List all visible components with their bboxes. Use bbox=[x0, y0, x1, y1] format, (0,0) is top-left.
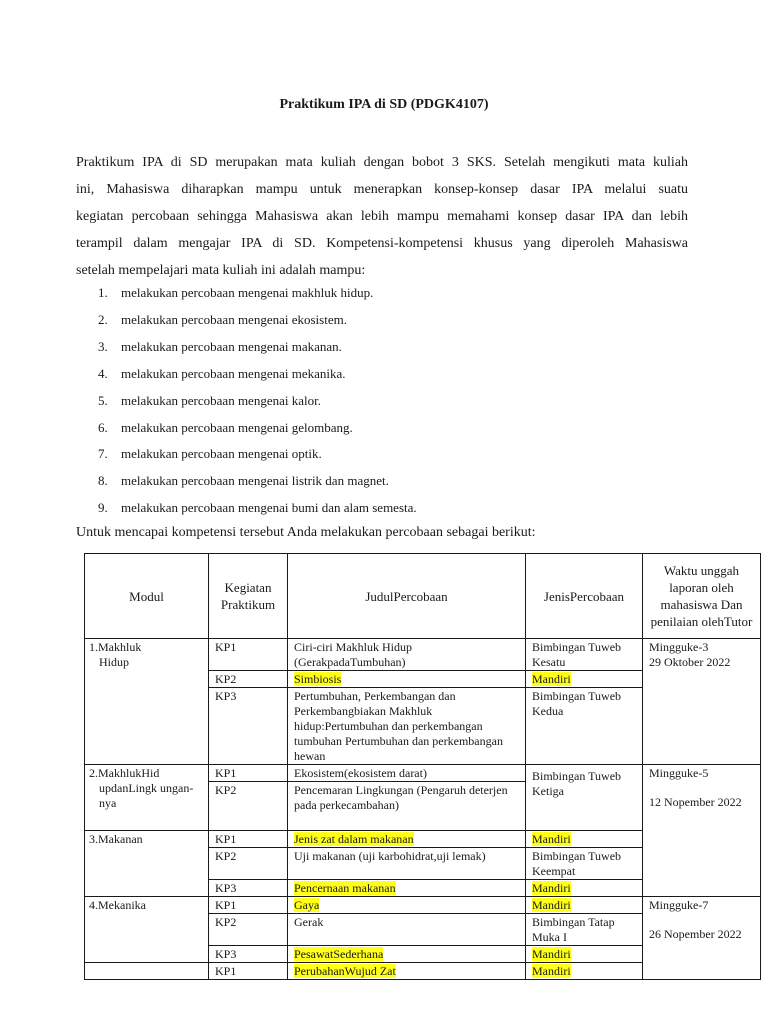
competency-list bbox=[76, 280, 688, 522]
competency-item bbox=[76, 307, 688, 334]
item-number: 5. bbox=[98, 392, 108, 408]
table-row bbox=[85, 897, 761, 914]
judul-cell bbox=[288, 831, 526, 848]
kp-cell: KP3 bbox=[209, 946, 288, 963]
highlighted-title: Simbiosis bbox=[294, 672, 342, 686]
modul-cell: 4.Mekanika bbox=[85, 897, 209, 963]
kp-cell: KP1 bbox=[209, 831, 288, 848]
modul-cell bbox=[85, 639, 209, 765]
item-number: 7. bbox=[98, 446, 108, 462]
item-number: 2. bbox=[98, 311, 108, 327]
judul-cell: Uji makanan (uji karbohidrat,uji lemak) bbox=[288, 848, 526, 880]
experiment-table bbox=[84, 553, 761, 980]
intro-line: kegiatan percobaan sehingga Mahasiswa akan lebih mampu memahami konsep dasar IPA dan lebih bbox=[76, 209, 688, 224]
modul-name-cont: updanLingk ungan- nya bbox=[99, 781, 194, 810]
jenis-cell: Bimbingan Tatap Muka I bbox=[526, 914, 643, 946]
highlighted-title: PerubahanWujud Zat bbox=[294, 964, 396, 978]
waktu-cell bbox=[643, 765, 761, 897]
jenis-cell bbox=[526, 671, 643, 688]
highlighted-type: Mandiri bbox=[532, 832, 571, 846]
item-text: melakukan percobaan mengenai bumi dan alam semesta. bbox=[121, 500, 417, 516]
item-number: 4. bbox=[98, 365, 108, 381]
modul-name: 1.Makhluk bbox=[89, 640, 142, 654]
kp-cell: KP2 bbox=[209, 914, 288, 946]
document-title: Praktikum IPA di SD (PDGK4107) bbox=[279, 97, 489, 112]
judul-cell bbox=[288, 963, 526, 980]
jenis-cell bbox=[526, 963, 643, 980]
item-text: melakukan percobaan mengenai makanan. bbox=[121, 338, 342, 354]
item-text: melakukan percobaan mengenai listrik dan magnet. bbox=[121, 473, 389, 489]
modul-name: 2.MakhlukHid bbox=[89, 766, 160, 780]
waktu-cell bbox=[643, 897, 761, 980]
highlighted-type: Mandiri bbox=[532, 964, 571, 978]
item-number: 9. bbox=[98, 500, 108, 516]
item-number: 3. bbox=[98, 338, 108, 354]
jenis-cell: Bimbingan Tuweb Keempat bbox=[526, 848, 643, 880]
competency-item bbox=[76, 361, 688, 388]
highlighted-type: Mandiri bbox=[532, 898, 571, 912]
highlighted-type: Mandiri bbox=[532, 881, 571, 895]
item-number: 6. bbox=[98, 419, 108, 435]
highlighted-title: Jenis zat dalam makanan bbox=[294, 832, 414, 846]
judul-cell bbox=[288, 897, 526, 914]
table-header-row bbox=[85, 554, 761, 639]
waktu-cell bbox=[643, 639, 761, 765]
waktu-date: 12 Nopember 2022 bbox=[649, 795, 742, 809]
table-row bbox=[85, 765, 761, 782]
kp-cell: KP2 bbox=[209, 782, 288, 831]
intro-line: terampil dalam mengajar IPA di SD. Kompetensi-kompetensi khusus yang diperoleh Mahasiswa bbox=[76, 236, 688, 251]
competency-item bbox=[76, 468, 688, 495]
item-text: melakukan percobaan mengenai mekanika. bbox=[121, 365, 346, 381]
intro-line: setelah mempelajari mata kuliah ini adalah mampu: bbox=[76, 263, 366, 278]
item-text: melakukan percobaan mengenai ekosistem. bbox=[121, 311, 347, 327]
waktu-week: Mingguke-7 bbox=[649, 898, 709, 912]
kp-cell: KP3 bbox=[209, 688, 288, 765]
modul-cell bbox=[85, 963, 209, 980]
judul-cell: Pertumbuhan, Perkembangan dan Perkembangbiakan Makhluk hidup:Pertumbuhan dan perkembangan tumbuhan Pertumbuhan dan perkembangan hewan bbox=[288, 688, 526, 765]
table-row bbox=[85, 639, 761, 671]
highlighted-title: PesawatSederhana bbox=[294, 947, 384, 961]
intro-line: Praktikum IPA di SD merupakan mata kuliah dengan bobot 3 SKS. Setelah mengikuti mata kuliah bbox=[76, 155, 688, 170]
item-text: melakukan percobaan mengenai gelombang. bbox=[121, 419, 353, 435]
waktu-week: Mingguke-5 bbox=[649, 766, 709, 780]
highlighted-title: Gaya bbox=[294, 898, 320, 912]
judul-cell bbox=[288, 880, 526, 897]
competency-item bbox=[76, 441, 688, 468]
highlighted-type: Mandiri bbox=[532, 947, 571, 961]
item-text: melakukan percobaan mengenai kalor. bbox=[121, 392, 321, 408]
item-number: 1. bbox=[98, 285, 108, 300]
jenis-cell: Bimbingan Tuweb Ketiga bbox=[526, 765, 643, 831]
intro-paragraph bbox=[76, 149, 688, 284]
jenis-cell bbox=[526, 946, 643, 963]
modul-cell: 3.Makanan bbox=[85, 831, 209, 897]
jenis-cell bbox=[526, 880, 643, 897]
highlighted-title: Pencernaan makanan bbox=[294, 881, 396, 895]
competency-item bbox=[76, 280, 688, 307]
jenis-cell bbox=[526, 897, 643, 914]
waktu-date: 29 Oktober 2022 bbox=[649, 655, 731, 669]
competency-item bbox=[76, 334, 688, 361]
judul-cell: Pencemaran Lingkungan (Pengaruh deterjen pada perkecambahan) bbox=[288, 782, 526, 831]
header-waktu: Waktu unggah laporan oleh mahasiswa Dan penilaian olehTutor bbox=[643, 554, 761, 639]
item-text: melakukan percobaan mengenai optik. bbox=[121, 446, 322, 462]
intro-line: ini, Mahasiswa diharapkan mampu untuk menerapkan konsep-konsep dasar IPA melalui suatu bbox=[76, 182, 688, 197]
header-kegiatan: Kegiatan Praktikum bbox=[209, 554, 288, 639]
kp-cell: KP1 bbox=[209, 765, 288, 782]
competency-item bbox=[76, 388, 688, 415]
header-jenis: JenisPercobaan bbox=[526, 554, 643, 639]
highlighted-type: Mandiri bbox=[532, 672, 571, 686]
jenis-cell: Bimbingan Tuweb Kesatu bbox=[526, 639, 643, 671]
judul-cell: Ciri-ciri Makhluk Hidup (GerakpadaTumbuhan) bbox=[288, 639, 526, 671]
waktu-week: Mingguke-3 bbox=[649, 640, 709, 654]
header-modul: Modul bbox=[85, 554, 209, 639]
kp-cell: KP2 bbox=[209, 671, 288, 688]
modul-cell bbox=[85, 765, 209, 831]
jenis-cell: Bimbingan Tuweb Kedua bbox=[526, 688, 643, 765]
kp-cell: KP1 bbox=[209, 963, 288, 980]
competency-item bbox=[76, 415, 688, 442]
judul-cell bbox=[288, 671, 526, 688]
judul-cell bbox=[288, 946, 526, 963]
waktu-date: 26 Nopember 2022 bbox=[649, 927, 742, 941]
kp-cell: KP3 bbox=[209, 880, 288, 897]
competency-item bbox=[76, 495, 688, 522]
kp-cell: KP1 bbox=[209, 639, 288, 671]
item-text: melakukan percobaan mengenai makhluk hidup. bbox=[121, 285, 374, 300]
judul-cell: Ekosistem(ekosistem darat) bbox=[288, 765, 526, 782]
modul-name-cont: Hidup bbox=[99, 655, 129, 669]
jenis-cell bbox=[526, 831, 643, 848]
judul-cell: Gerak bbox=[288, 914, 526, 946]
kp-cell: KP2 bbox=[209, 848, 288, 880]
table-lead-text: Untuk mencapai kompetensi tersebut Anda melakukan percobaan sebagai berikut: bbox=[76, 525, 536, 540]
item-number: 8. bbox=[98, 473, 108, 489]
header-judul: JudulPercobaan bbox=[288, 554, 526, 639]
kp-cell: KP1 bbox=[209, 897, 288, 914]
